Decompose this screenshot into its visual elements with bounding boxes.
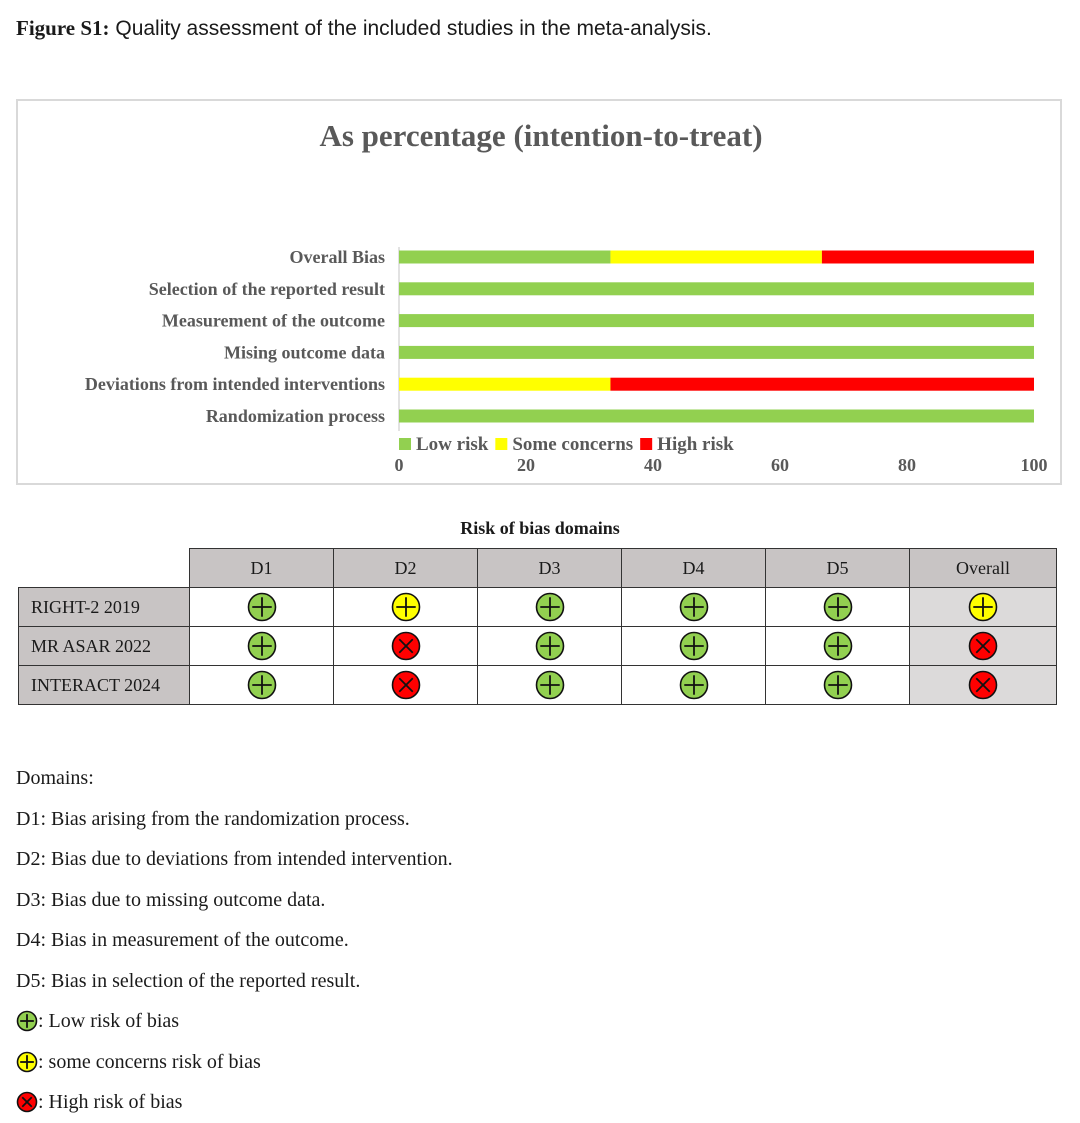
some-risk-icon (968, 592, 998, 622)
key-high-text: : High risk of bias (38, 1091, 183, 1113)
high-risk-icon (391, 631, 421, 661)
domain-d5: D5: Bias in selection of the reported result. (16, 969, 361, 992)
category-label: Selection of the reported result (148, 278, 385, 299)
category-label: Randomization process (205, 406, 385, 426)
chart-title: As percentage (intention-to-treat) (319, 118, 763, 153)
study-name: RIGHT-2 2019 (19, 588, 190, 627)
legend-label: Low risk (416, 434, 489, 455)
high-risk-icon (16, 1091, 38, 1113)
category-label: Overall Bias (289, 247, 385, 267)
header-d2: D2 (334, 549, 478, 588)
low-risk-icon (679, 592, 709, 622)
table-row (19, 627, 1057, 666)
key-some-text: : some concerns risk of bias (38, 1050, 261, 1073)
bar-segment (610, 378, 1034, 391)
high-risk-icon (391, 670, 421, 700)
some-concerns-icon (16, 1051, 38, 1073)
category-label: Mising outcome data (224, 342, 385, 363)
low-risk-icon (247, 592, 277, 622)
legend-label: High risk (657, 434, 734, 455)
rating-cell (910, 666, 1057, 705)
low-risk-icon (247, 670, 277, 700)
header-d1: D1 (190, 549, 334, 588)
legend-swatch (640, 438, 652, 450)
low-risk-icon (679, 631, 709, 661)
some-risk-icon (391, 592, 421, 622)
domain-d1: D1: Bias arising from the randomization process. (16, 807, 410, 830)
caption-text: Quality assessment of the included studies in the meta-analysis. (109, 17, 712, 40)
x-tick-label: 60 (771, 455, 789, 475)
rating-cell (334, 627, 478, 666)
rating-cell (622, 666, 766, 705)
x-tick-label: 40 (644, 455, 662, 475)
rating-cell (766, 588, 910, 627)
legend-label: Some concerns (512, 434, 634, 455)
category-label: Measurement of the outcome (161, 310, 385, 331)
bar-segment (399, 410, 1034, 423)
low-risk-icon (823, 592, 853, 622)
table-row (19, 588, 1057, 627)
header-d5: D5 (766, 549, 910, 588)
low-risk-icon (679, 670, 709, 700)
key-high (16, 1082, 453, 1123)
key-low-text: : Low risk of bias (38, 1010, 180, 1032)
rating-cell (334, 666, 478, 705)
bar-segment (399, 251, 610, 264)
bar-segment (610, 251, 821, 264)
bar-segment (399, 346, 1034, 359)
rating-cell (478, 666, 622, 705)
caption-label: Figure S1: (16, 16, 110, 40)
header-d3: D3 (478, 549, 622, 588)
domains-heading: Domains: (16, 767, 94, 789)
header-d4: D4 (622, 549, 766, 588)
high-risk-icon (968, 670, 998, 700)
rob-table-title: Risk of bias domains (460, 518, 620, 538)
study-name: MR ASAR 2022 (19, 627, 190, 666)
bar-chart-panel (16, 99, 1062, 485)
rating-cell (910, 627, 1057, 666)
header-overall: Overall (910, 549, 1057, 588)
legend-swatch (495, 438, 507, 450)
low-risk-icon (823, 631, 853, 661)
header-blank-cell (19, 549, 190, 588)
high-risk-icon (968, 631, 998, 661)
high-risk-icon (16, 1091, 38, 1113)
rating-cell (910, 588, 1057, 627)
bar-segment (399, 282, 1034, 295)
stacked-bar-chart (18, 101, 1064, 487)
rating-cell (190, 627, 334, 666)
x-tick-label: 80 (898, 455, 916, 475)
x-tick-label: 0 (394, 455, 404, 475)
rating-cell (622, 627, 766, 666)
rating-cell (190, 588, 334, 627)
domain-d4: D4: Bias in measurement of the outcome. (16, 929, 349, 951)
study-name: INTERACT 2024 (19, 666, 190, 705)
category-label: Deviations from intended interventions (84, 374, 385, 395)
key-some (16, 1042, 453, 1083)
rating-cell (334, 588, 478, 627)
domain-d3: D3: Bias due to missing outcome data. (16, 888, 326, 911)
low-risk-icon (16, 1010, 38, 1032)
rating-cell (766, 666, 910, 705)
legend-swatch (399, 438, 411, 450)
rating-cell (190, 666, 334, 705)
low-risk-icon (16, 1010, 38, 1032)
low-risk-icon (535, 670, 565, 700)
low-risk-icon (535, 631, 565, 661)
domain-d2: D2: Bias due to deviations from intended intervention. (16, 848, 453, 870)
low-risk-icon (535, 592, 565, 622)
low-risk-icon (823, 670, 853, 700)
risk-of-bias-table (18, 548, 1057, 705)
key-low (16, 1001, 453, 1042)
figure-caption (16, 16, 712, 41)
rating-cell (478, 627, 622, 666)
x-tick-label: 100 (1020, 455, 1048, 475)
rating-cell (766, 627, 910, 666)
some-concerns-icon (16, 1051, 38, 1073)
rating-cell (622, 588, 766, 627)
low-risk-icon (247, 631, 277, 661)
table-row (19, 666, 1057, 705)
bar-segment (399, 314, 1034, 327)
domains-legend (16, 758, 453, 1123)
table-header-row (19, 549, 1057, 588)
bar-segment (399, 378, 610, 391)
bar-segment (822, 251, 1034, 264)
x-tick-label: 20 (517, 455, 535, 475)
rating-cell (478, 588, 622, 627)
